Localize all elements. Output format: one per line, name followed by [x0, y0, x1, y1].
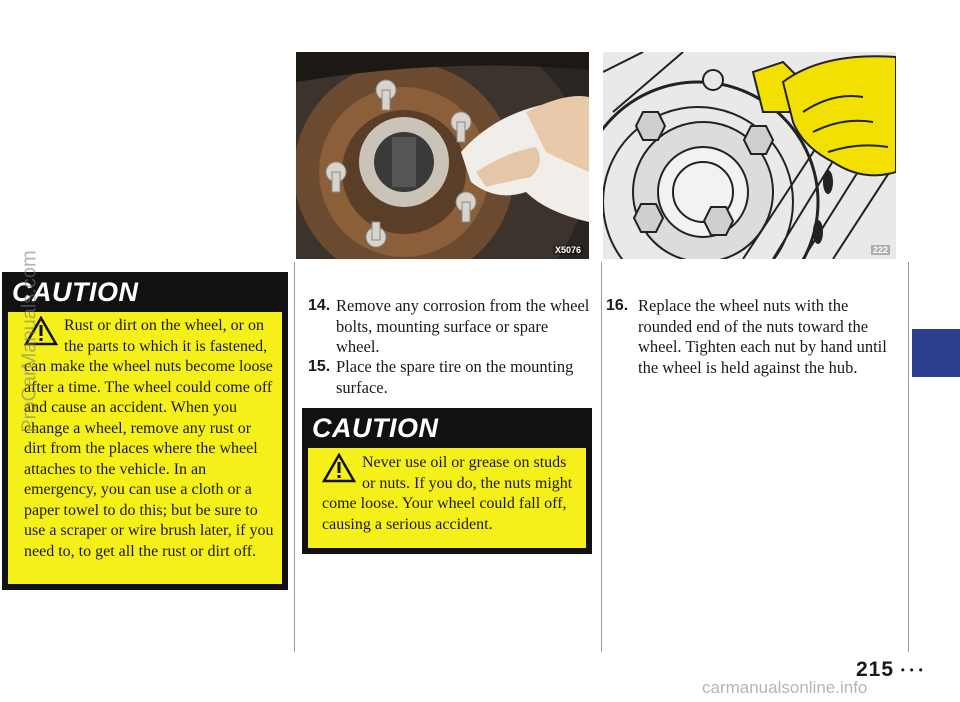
- step-text: Place the spare tire on the mounting surface.: [336, 357, 574, 397]
- caution-body-left: [8, 312, 282, 584]
- caution-text-left: Rust or dirt on the wheel, or on the parts to which it is fastened, can make the wheel nuts become loose after a time. The wheel could come off and cause an accident. When you change a wheel, remove any rust or dirt from the places where the wheel attaches to the vehicle. In an emergency, you can use a cloth or a paper towel to do this; but be sure to use a scraper or wire brush later, if you need to, to get all the rust or dirt off.: [24, 317, 274, 560]
- step-text: Replace the wheel nuts with the rounded end of the nuts toward the wheel. Tighten each nut by hand until the wheel is held against the hub.: [638, 296, 887, 377]
- step-16: [606, 296, 896, 378]
- caution-text-middle: Never use oil or grease on studs or nuts. If you do, the nuts might come loose. Your wheel could fall off, causing a serious accident.: [322, 454, 573, 533]
- column-rule-1: [294, 262, 295, 652]
- watermark-side: ProCarManuals.com: [18, 250, 41, 433]
- page-number-value: 215: [856, 658, 895, 681]
- page-dots: • • •: [900, 664, 924, 677]
- wheel-illustration: [603, 52, 896, 259]
- step-number: 14.: [308, 297, 331, 314]
- step-14: [308, 296, 590, 358]
- step-number: 16.: [606, 297, 629, 314]
- hub-illustration: [296, 52, 589, 259]
- photo-hub-cleaning: [296, 52, 589, 259]
- caution-heading-middle: CAUTION: [312, 413, 439, 443]
- section-tab-marker: [912, 329, 960, 377]
- column-rule-3: [908, 262, 909, 652]
- watermark-bottom: carmanualsonline.info: [702, 678, 868, 697]
- column-rule-2: [601, 262, 602, 652]
- caution-box-middle: [302, 408, 592, 554]
- caution-body-middle: [308, 448, 586, 548]
- caution-heading-left: CAUTION: [12, 277, 139, 307]
- warning-triangle-icon: [322, 453, 356, 483]
- step-number: 15.: [308, 358, 331, 375]
- photo-label-right: 222: [872, 245, 888, 255]
- caution-box-left: [2, 272, 288, 590]
- photo-label-left: X5076: [554, 245, 581, 255]
- step-text: Remove any corrosion from the wheel bolts, mounting surface or spare wheel.: [336, 296, 590, 356]
- step-15: [308, 357, 590, 398]
- photo-wheel-nuts: [603, 52, 896, 259]
